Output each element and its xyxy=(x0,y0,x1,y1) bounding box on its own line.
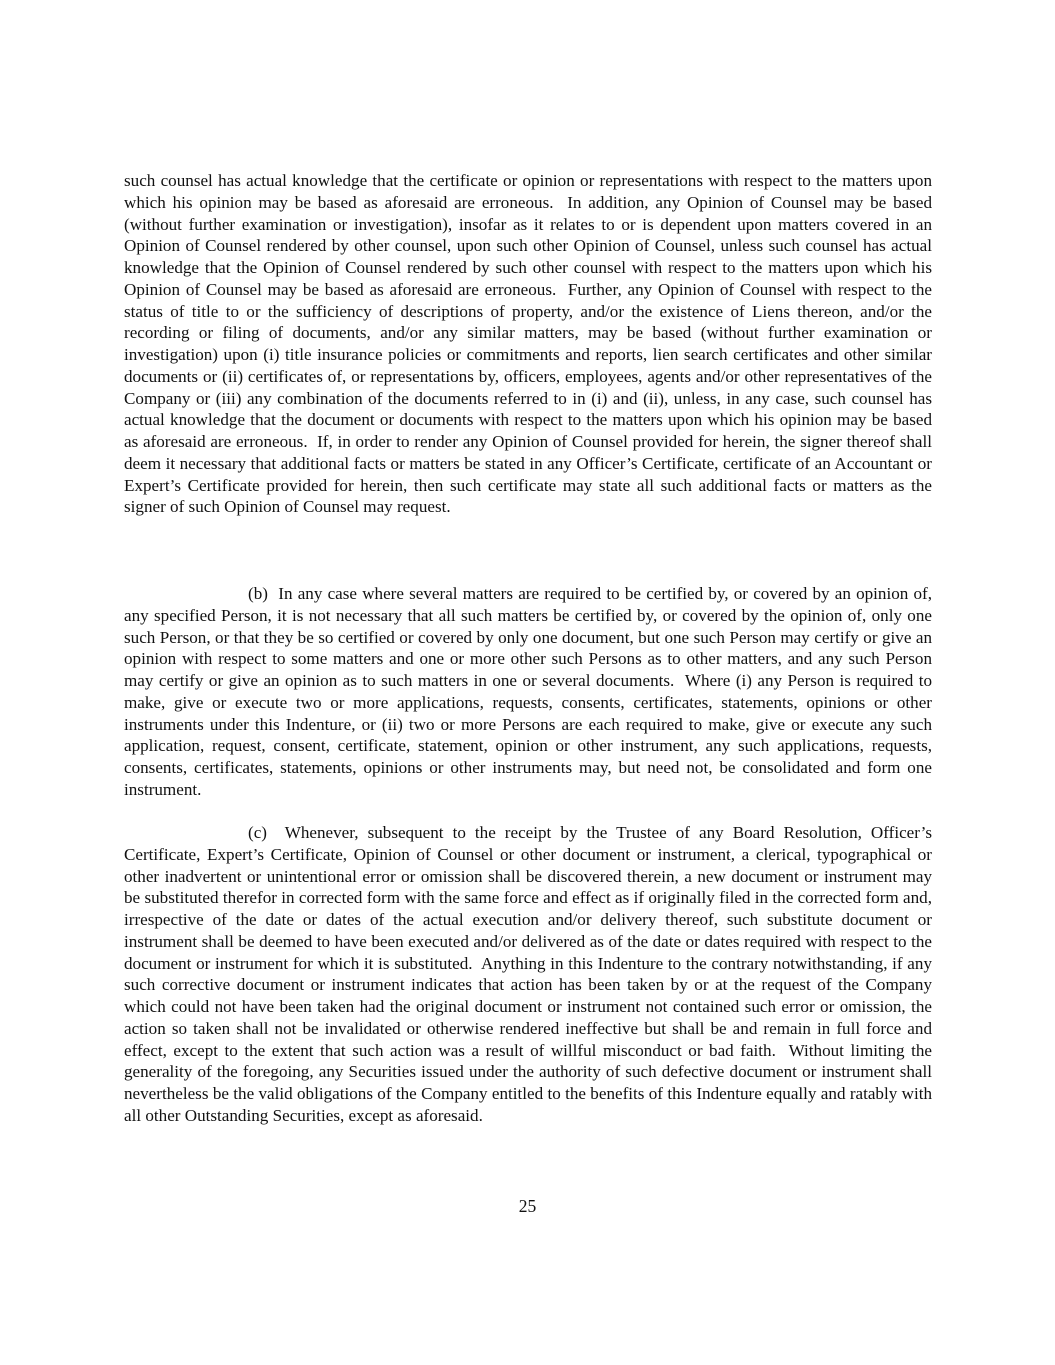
page-number: 25 xyxy=(518,1196,537,1216)
paragraph-continuation: such counsel has actual knowledge that the certificate or opinion or representations with respect to the matters upon which his opinion may be based as aforesaid are erroneous. In addition, any Opinion of Counsel may be based (without further examination or investigation), insofar as it relates to or is dependent upon matters covered in an Opinion of Counsel rendered by other counsel, upon such other Opinion of Counsel, unless such counsel has actual knowledge that the Opinion of Counsel rendered by such other counsel with respect to the matters upon which his Opinion of Counsel may be based as aforesaid are erroneous. Further, any Opinion of Counsel with respect to the status of title to or the sufficiency of descriptions of property, and/or the existence of Liens thereon, and/or the recording or filing of documents, and/or any similar matters, may be based (without further examination or investigation) upon (i) title insurance policies or commitments and reports, lien search certificates and other similar documents or (ii) certificates of, or representations by, officers, employees, agents and/or other representatives of the Company or (iii) any combination of the documents referred to in (i) and (ii), unless, in any case, such counsel has actual knowledge that the document or documents with respect to the matters upon which his opinion may be based as aforesaid are erroneous. If, in order to render any Opinion of Counsel provided for herein, the signer thereof shall deem it necessary that additional facts or matters be stated in any Officer’s Certificate, certificate of an Accountant or Expert’s Certificate provided for herein, then such certificate may state all such additional facts or matters as the signer of such Opinion of Counsel may request. xyxy=(124,171,932,517)
paragraph-c: (c) Whenever, subsequent to the receipt by the Trustee of any Board Resolution, Officer’s Certificate, Expert’s Certificate, Opinion of Counsel or other document or instrument, a clerical, typographical or other inadvertent or unintentional error or omission shall be discovered therein, a new document or instrument may be substituted therefor in corrected form with the same force and effect as if originally filed in the corrected form and, irrespective of the date or dates of the actual execution and/or delivery thereof, such substitute document or instrument shall be deemed to have been executed and/or delivered as of the date or dates required with respect to the document or instrument for which it is substituted. Anything in this Indenture to the contrary notwithstanding, if any such corrective document or instrument indicates that action has been taken by or at the request of the Company which could not have been taken had the original document or instrument not contained such error or omission, the action so taken shall not be invalidated or otherwise rendered ineffective but shall be and remain in full force and effect, except to the extent that such action was a result of willful misconduct or bad faith. Without limiting the generality of the foregoing, any Securities issued under the authority of such defective document or instrument shall nevertheless be the valid obligations of the Company entitled to the benefits of this Indenture equally and ratably with all other Outstanding Securities, except as aforesaid. xyxy=(124,823,932,1125)
paragraph-b: (b) In any case where several matters are required to be certified by, or covered by an opinion of, any specified Person, it is not necessary that all such matters be certified by, or covered by the opinion of, only one such Person, or that they be so certified or covered by only one document, but one such Person may certify or give an opinion with respect to some matters and one or more other such Persons as to other matters, and any such Person may certify or give an opinion as to such matters in one or several documents. Where (i) any Person is required to make, give or execute two or more applications, requests, consents, certificates, statements, opinions or other instruments under this Indenture, or (ii) two or more Persons are each required to make, give or execute any such application, request, consent, certificate, statement, opinion or other instrument, any such applications, requests, consents, certificates, statements, opinions or other instruments may, but need not, be consolidated and form one instrument. xyxy=(124,584,932,799)
